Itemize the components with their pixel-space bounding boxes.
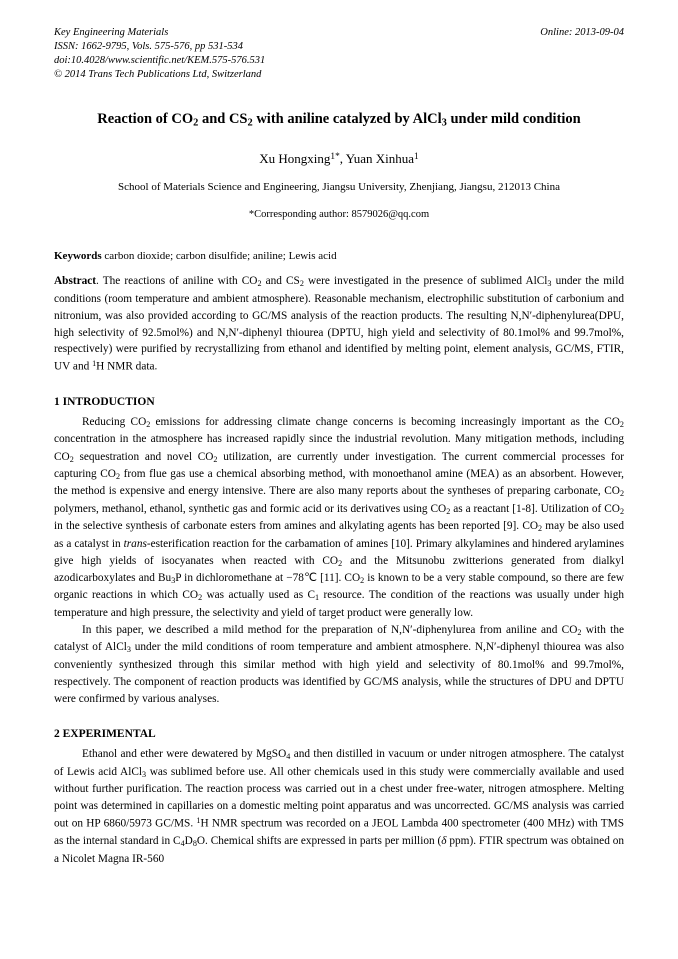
abstract-sub-cs2: 2 xyxy=(299,279,304,289)
e1-l-italic: δ xyxy=(441,835,447,848)
abstract xyxy=(54,273,624,376)
issn-line: ISSN: 1662-9795, Vols. 575-576, pp 531-534 xyxy=(54,40,243,52)
p1-sub-4: 2 xyxy=(213,454,218,464)
online-date: Online: 2013-09-04 xyxy=(540,27,624,38)
p1-e: utilization, are currently under investigation. The current commercial processes for capturing CO xyxy=(54,450,624,480)
section-heading-introduction: 1 INTRODUCTION xyxy=(54,396,155,409)
p1-m: and the Mitsunobu zwitterions generated from dialkyl azodicarboxylates and Bu xyxy=(54,554,624,585)
abstract-t1: . The reactions of aniline with CO xyxy=(96,275,258,288)
p1-q: was actually used as C xyxy=(202,589,316,602)
title-sub-3: 3 xyxy=(441,117,447,129)
p1-g: polymers, methanol, ethanol, synthetic gas and formic acid or its derivatives using CO xyxy=(54,502,447,515)
e1-e: was sublimed before use. All other chemicals used in this study were commercially available and used without further purification. The reaction process was carried out in a chest under free-water, nitrogen atmosphere. Melting point was determined in capillaries on a domestic melting point apparatus and was uncorrected. GC/MS analysis was carried out on HP 6860/5973 GC/MS. xyxy=(54,765,624,830)
author-2-name: Yuan Xinhua xyxy=(345,150,415,166)
title-part-1: Reaction of CO xyxy=(97,110,194,127)
p1-sub-5: 2 xyxy=(115,471,121,481)
p1-d: sequestration and novel CO xyxy=(73,450,214,463)
p1-c: concentration in the atmosphere has increased rapidly since the industrial revolution. Many mitigation methods, including CO xyxy=(54,433,624,463)
p1-h: as a reactant [1-8]. Utilization of CO xyxy=(450,502,620,515)
keywords-line xyxy=(54,250,624,262)
experimental-paragraph-1 xyxy=(54,746,624,867)
title-sub-2: 2 xyxy=(247,117,253,129)
keywords-label: Keywords xyxy=(54,250,102,263)
intro-paragraph-2 xyxy=(54,622,624,708)
e1-m: ppm). FTIR spectrum was obtained on a Nicolet Magna IR-560 xyxy=(54,835,624,865)
page-header xyxy=(54,26,624,82)
p1-sub-11: 3 xyxy=(171,576,176,586)
header-top-row xyxy=(54,26,624,40)
p1-sub-7: 2 xyxy=(446,506,451,516)
e1-a: Ethanol and ether were dewatered by MgSO xyxy=(82,748,287,761)
p1-sub-13: 2 xyxy=(198,593,203,603)
p1-sub-2: 2 xyxy=(619,420,624,430)
corresponding-author: *Corresponding author: 8579026@qq.com xyxy=(248,209,430,221)
e1-sup-1: 1 xyxy=(196,816,201,826)
author-2-affil-marker: 1 xyxy=(414,151,419,162)
author-list xyxy=(54,151,624,167)
p1-sub-1: 2 xyxy=(146,420,151,430)
e1-i: D xyxy=(184,835,193,848)
p1-l: -esterification reaction for the carbamation of amines [10]. Primary alkylamines and hindered arylamines give high yields of isocyanates when reacted with CO xyxy=(54,537,624,567)
e1-sub-4: 8 xyxy=(192,839,197,849)
p1-a: Reducing CO xyxy=(82,416,147,429)
author-1-affil-marker: 1* xyxy=(330,151,340,162)
title-sub-1: 2 xyxy=(193,117,199,129)
abstract-t4: under the mild conditions (room temperature and ambient atmosphere). Reasonable mechanism, electrophilic substitution of carbonium and nitronium, was also provided according to GC/MS analysis of the reaction products. The resulting N,N′-diphenylurea(DPU, high selectivity of 92.5mol%) and N,N′-diphenyl thiourea (DPTU, high yield and selectivity of 80.1mol% and 99.7mol%, respectively) were purified by recrystallizing from ethanol and identified by melting point, element analysis, GC/MS, FTIR, UV and xyxy=(54,275,624,374)
e1-sub-3: 4 xyxy=(180,839,185,849)
abstract-t5: H NMR data. xyxy=(96,361,158,374)
page-title xyxy=(54,110,624,131)
p1-j: may be also used as a catalyst in xyxy=(54,520,624,550)
p1-sub-8: 2 xyxy=(619,506,624,516)
p1-f: from flue gas use a chemical absorbing method, with monoethanol amine (MEA) as an absorbent. However, the method is expensive and energy intensive. There are also many reports about the syntheses of preparing carbonate, CO xyxy=(54,467,624,498)
p1-s: resource. The condition of the reactions was usually under high temperature and high pressure, the selectivity and yield of target product were generally low. xyxy=(54,589,624,619)
abstract-t2: and CS xyxy=(261,275,300,288)
journal-name: Key Engineering Materials xyxy=(54,27,169,38)
p2-a: In this paper, we described a mild method for the preparation of N,N′-diphenylurea from aniline and CO xyxy=(82,624,578,636)
e1-g: H NMR spectrum was recorded on a JEOL Lambda 400 spectrometer (400 MHz) with TMS as the internal standard in C xyxy=(54,818,624,848)
p1-sub-12: 2 xyxy=(360,576,365,586)
title-part-2: and CS xyxy=(198,110,248,127)
intro-paragraph-1 xyxy=(54,414,624,622)
doi-line: doi:10.4028/www.scientific.net/KEM.575-576.531 xyxy=(54,54,266,66)
abstract-sub-alcl3: 3 xyxy=(547,279,552,289)
abstract-sub-co2: 2 xyxy=(257,279,262,289)
e1-c: and then distilled in vacuum or under nitrogen atmosphere. The catalyst of Lewis acid AlCl xyxy=(54,748,625,778)
e1-k: O. Chemical shifts are expressed in parts per million ( xyxy=(196,835,442,848)
title-part-4: under mild condition xyxy=(446,110,581,127)
p2-b: with the catalyst of AlCl xyxy=(54,624,624,654)
keywords-text: carbon dioxide; carbon disulfide; aniline; Lewis acid xyxy=(101,250,337,263)
p1-i: in the selective synthesis of carbonate esters from amines and alkylating agents has been reported [9]. CO xyxy=(54,520,539,533)
p1-sub-14: 1 xyxy=(315,593,320,603)
p1-p: is known to be a very stable compound, so there are few organic reactions in which CO xyxy=(54,572,625,602)
e1-sub-2: 3 xyxy=(142,769,147,779)
p2-c: under the mild conditions of room temperature and ambient atmosphere. N,N′-diphenyl thiourea was also conveniently synthesized through this similar method with high yield and selectivity of 80.1mol% and 99.7mol%, respectively. The component of reaction products was identified by GC/MS analysis, while the structures of DPU and DPTU were confirmed by various analyses. xyxy=(54,641,624,706)
affiliation: School of Materials Science and Engineering, Jiangsu University, Zhenjiang, Jiangsu, 212013 China xyxy=(118,180,560,193)
p1-sub-6: 2 xyxy=(619,489,624,499)
abstract-label: Abstract xyxy=(54,275,97,288)
p2-sub-1: 2 xyxy=(577,628,582,638)
p1-sub-3: 2 xyxy=(69,454,74,464)
p1-sub-10: 2 xyxy=(338,558,343,568)
title-part-3: with aniline catalyzed by AlCl xyxy=(252,110,442,127)
author-separator: , xyxy=(339,150,346,166)
p2-sub-2: 3 xyxy=(126,645,131,655)
e1-sub-1: 4 xyxy=(286,752,291,762)
copyright-line: © 2014 Trans Tech Publications Ltd, Switzerland xyxy=(54,68,262,80)
section-heading-experimental: 2 EXPERIMENTAL xyxy=(54,728,156,741)
p1-sub-9: 2 xyxy=(538,524,543,534)
p1-o: P in dichloromethane at −78℃ [11]. CO xyxy=(175,572,361,585)
author-1-name: Xu Hongxing xyxy=(259,150,331,166)
abstract-t3: were investigated in the presence of sublimed AlCl xyxy=(303,275,548,288)
p1-b: emissions for addressing climate change concerns is becoming increasingly important as the CO xyxy=(150,416,620,429)
p1-k-italic: trans xyxy=(123,537,147,550)
abstract-sup-1h: 1 xyxy=(92,359,97,369)
